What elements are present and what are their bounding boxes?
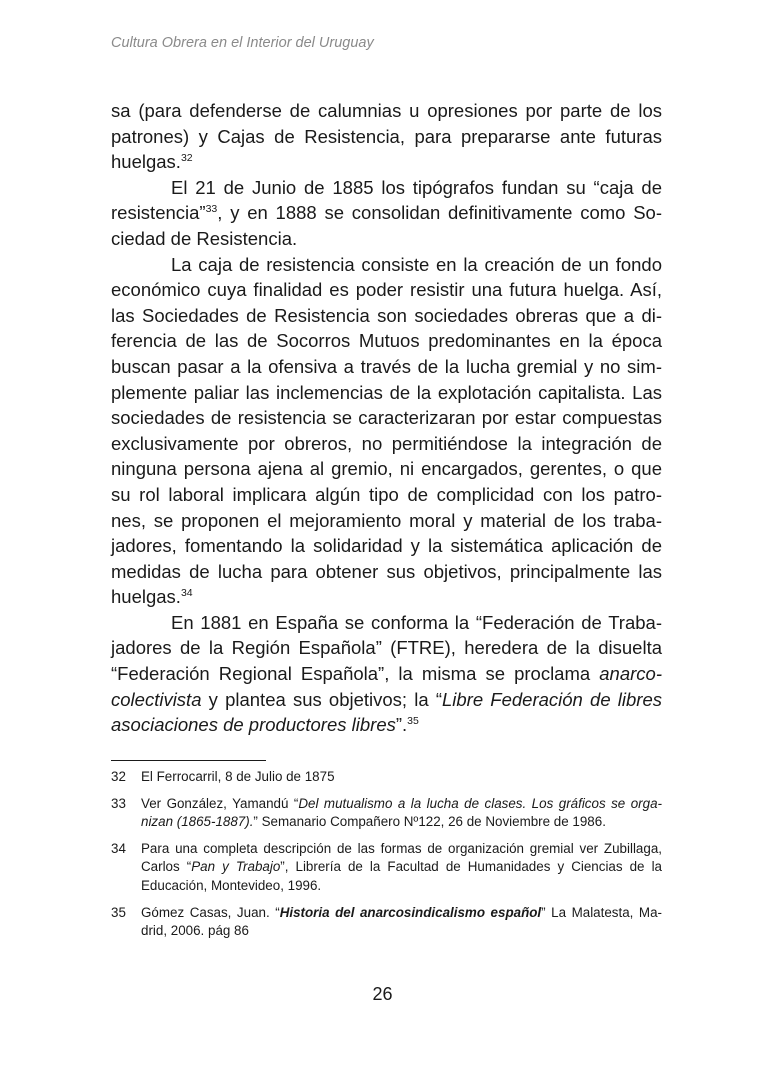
body-text [111, 98, 662, 738]
footnote [111, 840, 662, 896]
text-line [111, 124, 662, 150]
text-segment: El Ferrocarril, 8 de Julio de 1875 [141, 769, 335, 784]
text-segment: ” La Malatesta, Ma- [541, 904, 662, 920]
text-segment: sa (para defenderse de calumnias u opresiones por parte de los [111, 100, 662, 121]
footnote-text [141, 840, 662, 896]
text-segment: La caja de resistencia consiste en la creación de un fondo [171, 253, 662, 275]
text-segment: medidas de lucha para obtener sus objetivos, principalmente las [111, 560, 662, 582]
text-line [111, 712, 662, 738]
footnote [111, 904, 662, 941]
text-segment: asociaciones de productores libres [111, 714, 396, 736]
text-segment: Historia del anarcosindicalismo español [279, 904, 542, 920]
text-segment: exclusivamente por obreros, no permitiéndose la integración de [111, 432, 662, 454]
text-line [141, 795, 662, 814]
text-segment: , y en 1888 se consolidan definitivamente como So- [217, 202, 662, 224]
text-line [141, 840, 662, 859]
text-line [141, 858, 662, 877]
text-line [111, 200, 662, 226]
text-line [111, 635, 662, 661]
text-line [111, 508, 662, 534]
text-segment: Del mutualismo a la lucha de clases. Los gráficos se orga- [298, 795, 662, 811]
paragraph [111, 175, 662, 252]
footnote-text [141, 795, 662, 832]
text-segment: las Sociedades de Resistencia son sociedades obreras que a di- [111, 304, 662, 326]
text-segment: su rol laboral implicara algún tipo de complicidad con los patro- [111, 483, 662, 505]
text-line [111, 303, 662, 329]
text-segment: Carlos “ [141, 859, 192, 875]
text-segment: ciedad de Resistencia. [111, 227, 298, 249]
text-segment: Gómez Casas, Juan. “ [141, 904, 280, 920]
footnote-reference: 32 [180, 152, 193, 165]
text-line [141, 813, 662, 832]
text-line [141, 922, 662, 941]
paragraph [111, 98, 662, 175]
text-segment: anarco- [599, 663, 662, 685]
text-segment: Para una completa descripción de las formas de organización gremial ver Zubillaga, [141, 840, 662, 856]
text-segment: jadores de la Región Española” (FTRE), heredera de la disuelta [111, 637, 662, 659]
text-segment: buscan pasar a la ofensiva a través de la lucha gremial y no sim- [111, 355, 662, 377]
text-segment: nizan (1865-1887). [141, 814, 254, 830]
text-segment: huelgas. [111, 586, 181, 608]
text-segment: económico cuya finalidad es poder resistir una futura huelga. Así, [111, 279, 662, 301]
text-segment: nes, se proponen el mejoramiento moral y material de los traba- [111, 509, 662, 531]
text-line [111, 584, 662, 610]
footnote-number: 32 [111, 769, 126, 784]
footnote-text [141, 768, 662, 787]
text-segment: ”, Librería de la Facultad de Humanidades y Ciencias de la [280, 859, 662, 875]
text-line [141, 877, 662, 896]
text-segment: ferencia de las de Socorros Mutuos predominantes en la época [111, 330, 662, 352]
text-line [111, 277, 662, 303]
text-segment: “Federación Regional Española”, la misma se proclama [111, 663, 600, 685]
text-line [111, 252, 662, 278]
text-line [111, 380, 662, 406]
footnote-number: 34 [111, 840, 126, 856]
footnotes [111, 768, 662, 949]
text-line [111, 559, 662, 585]
text-line [111, 431, 662, 457]
footnote [111, 768, 662, 787]
text-line [111, 687, 662, 713]
text-segment: y plantea sus objetivos; la “ [201, 688, 442, 710]
text-line [111, 328, 662, 354]
text-segment: Libre Federación de libres [441, 688, 662, 710]
text-line [111, 456, 662, 482]
text-line [111, 610, 662, 636]
footnote-number: 33 [111, 795, 126, 811]
text-segment: colectivista [111, 688, 202, 710]
paragraph [111, 610, 662, 738]
text-line [111, 226, 662, 252]
footnote [111, 795, 662, 832]
footnote-separator [111, 760, 266, 761]
footnote-number: 35 [111, 904, 126, 920]
text-segment: drid, 2006. pág 86 [141, 923, 249, 939]
text-segment: jadores, fomentando la solidaridad y la sistemática aplicación de [111, 535, 662, 557]
text-segment: ” Semanario Compañero Nº122, 26 de Noviembre de 1986. [253, 814, 606, 830]
text-segment: En 1881 en España se conforma la “Federación de Traba- [171, 611, 662, 633]
text-segment: plemente paliar las inclemencias de la explotación capitalista. Las [111, 381, 662, 403]
footnote-text [141, 904, 662, 941]
text-segment: sociedades de resistencia se caracterizaran por estar compuestas [111, 407, 662, 429]
text-line [141, 768, 662, 787]
text-segment: ”. [395, 714, 408, 736]
text-segment: patrones) y Cajas de Resistencia, para prepararse ante futuras [111, 125, 662, 147]
paragraph [111, 252, 662, 610]
text-line [111, 354, 662, 380]
text-line [141, 904, 662, 923]
text-segment: resistencia” [111, 202, 206, 224]
text-line [111, 661, 662, 687]
text-line [111, 405, 662, 431]
text-line [111, 149, 662, 175]
text-segment: huelgas. [111, 151, 181, 173]
text-segment: Educación, Montevideo, 1996. [141, 877, 322, 893]
text-line [111, 175, 662, 201]
footnote-reference: 33 [205, 203, 218, 216]
footnote-reference: 35 [407, 715, 419, 728]
text-line [111, 482, 662, 508]
footnote-reference: 34 [180, 587, 193, 600]
text-line [111, 533, 662, 559]
text-line [111, 98, 662, 124]
running-head: Cultura Obrera en el Interior del Uruguay [111, 35, 374, 51]
text-segment: ninguna persona ajena al gremio, ni encargados, gerentes, o que [111, 458, 662, 480]
text-segment: El 21 de Junio de 1885 los tipógrafos fundan su “caja de [171, 176, 662, 198]
text-segment: Ver González, Yamandú “ [141, 795, 299, 811]
page-number: 26 [372, 984, 393, 1004]
text-segment: Pan y Trabajo [191, 859, 281, 875]
